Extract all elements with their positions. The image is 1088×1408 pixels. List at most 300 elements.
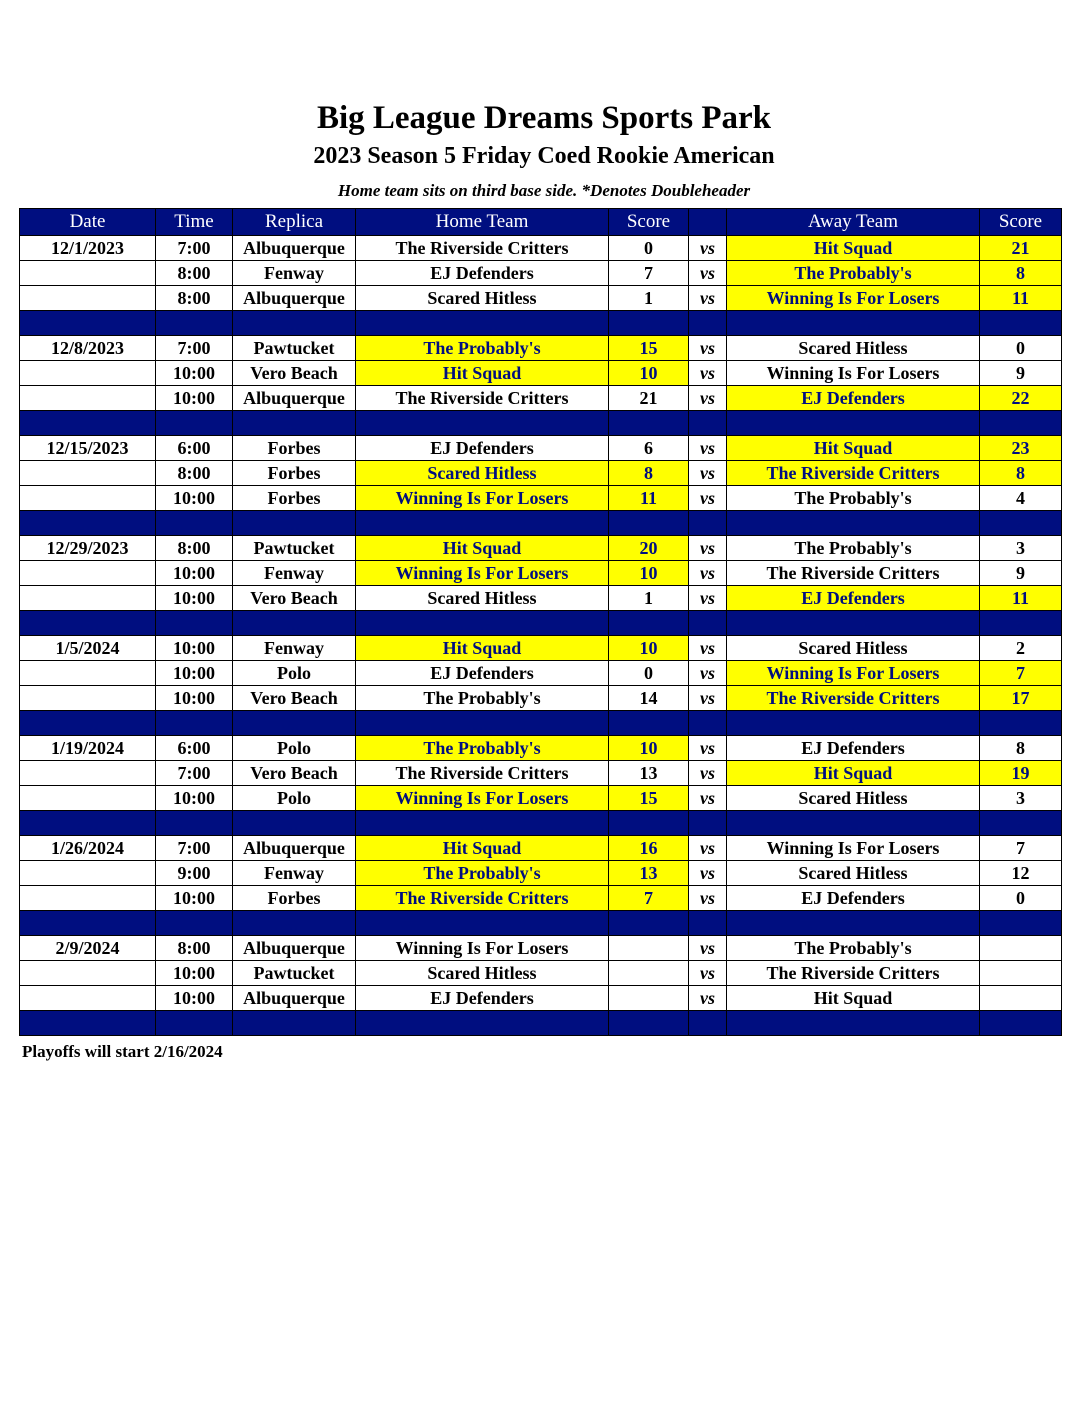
home-score: 7: [609, 886, 689, 911]
vs-label: vs: [689, 286, 727, 311]
away-score: 9: [980, 361, 1062, 386]
game-row: [20, 586, 1062, 611]
separator-cell: [156, 811, 233, 836]
game-time: 7:00: [156, 761, 233, 786]
separator-cell: [156, 411, 233, 436]
game-row: [20, 386, 1062, 411]
home-score: [609, 961, 689, 986]
separator-cell: [20, 811, 156, 836]
away-score: 3: [980, 786, 1062, 811]
separator-cell: [609, 311, 689, 336]
game-time: 9:00: [156, 861, 233, 886]
away-team: Scared Hitless: [727, 786, 980, 811]
game-date: [20, 486, 156, 511]
home-team: Scared Hitless: [356, 586, 609, 611]
separator-cell: [689, 311, 727, 336]
home-score: 16: [609, 836, 689, 861]
away-score: 9: [980, 561, 1062, 586]
home-score: 7: [609, 261, 689, 286]
game-time: 10:00: [156, 586, 233, 611]
vs-label: vs: [689, 361, 727, 386]
game-row: [20, 436, 1062, 461]
away-team: Hit Squad: [727, 761, 980, 786]
home-score: 10: [609, 561, 689, 586]
separator-cell: [233, 611, 356, 636]
away-score: [980, 961, 1062, 986]
page-title: Big League Dreams Sports Park: [316, 100, 772, 136]
game-date: [20, 986, 156, 1011]
game-date: [20, 386, 156, 411]
home-score: 13: [609, 761, 689, 786]
separator-cell: [609, 1011, 689, 1036]
game-row: [20, 886, 1062, 911]
game-date: [20, 886, 156, 911]
separator-cell: [233, 311, 356, 336]
home-team: EJ Defenders: [356, 436, 609, 461]
away-team: The Riverside Critters: [727, 561, 980, 586]
home-score: 6: [609, 436, 689, 461]
week-separator-row: [20, 311, 1062, 336]
away-team: The Riverside Critters: [727, 961, 980, 986]
game-replica-field: Polo: [233, 786, 356, 811]
separator-cell: [689, 611, 727, 636]
away-score: 8: [980, 736, 1062, 761]
separator-cell: [727, 911, 980, 936]
game-row: [20, 261, 1062, 286]
separator-cell: [356, 611, 609, 636]
game-replica-field: Fenway: [233, 636, 356, 661]
home-team: The Riverside Critters: [356, 236, 609, 261]
game-date: [20, 586, 156, 611]
vs-label: vs: [689, 661, 727, 686]
game-row: [20, 361, 1062, 386]
home-team: Scared Hitless: [356, 461, 609, 486]
game-replica-field: Albuquerque: [233, 286, 356, 311]
away-score: 11: [980, 586, 1062, 611]
game-replica-field: Forbes: [233, 886, 356, 911]
away-score: 4: [980, 486, 1062, 511]
separator-cell: [356, 711, 609, 736]
away-score: 22: [980, 386, 1062, 411]
separator-cell: [689, 911, 727, 936]
home-score: 10: [609, 636, 689, 661]
game-row: [20, 561, 1062, 586]
game-time: 10:00: [156, 686, 233, 711]
away-team: Hit Squad: [727, 986, 980, 1011]
game-row: [20, 986, 1062, 1011]
vs-label: vs: [689, 461, 727, 486]
separator-cell: [980, 511, 1062, 536]
week-separator-row: [20, 611, 1062, 636]
separator-cell: [156, 611, 233, 636]
game-replica-field: Forbes: [233, 486, 356, 511]
home-team: EJ Defenders: [356, 986, 609, 1011]
game-time: 10:00: [156, 886, 233, 911]
away-score: 17: [980, 686, 1062, 711]
separator-cell: [727, 511, 980, 536]
schedule-body: [20, 236, 1062, 1036]
column-header-replica: Replica: [233, 209, 356, 236]
home-score: 10: [609, 736, 689, 761]
separator-cell: [233, 911, 356, 936]
game-replica-field: Fenway: [233, 861, 356, 886]
game-date: [20, 786, 156, 811]
column-header-away-team: Away Team: [727, 209, 980, 236]
home-team: Scared Hitless: [356, 286, 609, 311]
away-score: [980, 986, 1062, 1011]
game-time: 6:00: [156, 736, 233, 761]
column-header-time: Time: [156, 209, 233, 236]
separator-cell: [156, 1011, 233, 1036]
game-time: 10:00: [156, 661, 233, 686]
vs-label: vs: [689, 236, 727, 261]
home-team: The Riverside Critters: [356, 886, 609, 911]
game-row: [20, 836, 1062, 861]
separator-cell: [156, 711, 233, 736]
vs-label: vs: [689, 936, 727, 961]
home-team: The Probably's: [356, 861, 609, 886]
home-team: Hit Squad: [356, 836, 609, 861]
game-time: 10:00: [156, 486, 233, 511]
game-time: 10:00: [156, 961, 233, 986]
week-separator-row: [20, 711, 1062, 736]
away-score: 3: [980, 536, 1062, 561]
separator-cell: [727, 711, 980, 736]
home-team: The Probably's: [356, 686, 609, 711]
separator-cell: [609, 911, 689, 936]
away-score: 0: [980, 336, 1062, 361]
home-team: The Probably's: [356, 736, 609, 761]
separator-cell: [727, 1011, 980, 1036]
home-team-note: Home team sits on third base side. *Denotes Doubleheader: [337, 181, 751, 200]
separator-cell: [609, 711, 689, 736]
game-time: 10:00: [156, 386, 233, 411]
away-team: Winning Is For Losers: [727, 361, 980, 386]
separator-cell: [980, 711, 1062, 736]
vs-label: vs: [689, 261, 727, 286]
separator-cell: [20, 711, 156, 736]
separator-cell: [356, 911, 609, 936]
game-time: 8:00: [156, 536, 233, 561]
away-score: 11: [980, 286, 1062, 311]
game-replica-field: Albuquerque: [233, 236, 356, 261]
away-team: Scared Hitless: [727, 636, 980, 661]
away-score: 21: [980, 236, 1062, 261]
separator-cell: [20, 411, 156, 436]
separator-cell: [20, 911, 156, 936]
home-score: 8: [609, 461, 689, 486]
vs-label: vs: [689, 836, 727, 861]
away-score: 23: [980, 436, 1062, 461]
game-date: 12/1/2023: [20, 236, 156, 261]
game-replica-field: Vero Beach: [233, 586, 356, 611]
column-header-home-score: Score: [609, 209, 689, 236]
home-team: Hit Squad: [356, 361, 609, 386]
game-replica-field: Fenway: [233, 561, 356, 586]
away-team: The Probably's: [727, 486, 980, 511]
home-score: 13: [609, 861, 689, 886]
home-team: Winning Is For Losers: [356, 786, 609, 811]
game-row: [20, 636, 1062, 661]
away-team: EJ Defenders: [727, 586, 980, 611]
game-replica-field: Albuquerque: [233, 836, 356, 861]
separator-cell: [156, 511, 233, 536]
home-team: The Riverside Critters: [356, 761, 609, 786]
separator-cell: [20, 1011, 156, 1036]
separator-cell: [233, 811, 356, 836]
away-score: 7: [980, 836, 1062, 861]
game-date: [20, 361, 156, 386]
separator-cell: [233, 511, 356, 536]
home-score: 10: [609, 361, 689, 386]
game-replica-field: Albuquerque: [233, 986, 356, 1011]
separator-cell: [980, 811, 1062, 836]
separator-cell: [689, 411, 727, 436]
away-score: 7: [980, 661, 1062, 686]
home-score: [609, 986, 689, 1011]
game-row: [20, 486, 1062, 511]
game-date: [20, 461, 156, 486]
away-team: Hit Squad: [727, 436, 980, 461]
home-score: 11: [609, 486, 689, 511]
separator-cell: [689, 511, 727, 536]
game-date: 12/15/2023: [20, 436, 156, 461]
home-score: 14: [609, 686, 689, 711]
table-header-row: [20, 209, 1062, 236]
game-date: 1/19/2024: [20, 736, 156, 761]
game-row: [20, 336, 1062, 361]
game-time: 8:00: [156, 936, 233, 961]
home-score: [609, 936, 689, 961]
game-row: [20, 736, 1062, 761]
game-replica-field: Polo: [233, 661, 356, 686]
game-date: 12/8/2023: [20, 336, 156, 361]
away-team: Scared Hitless: [727, 336, 980, 361]
column-header-vs: [689, 209, 727, 236]
game-replica-field: Vero Beach: [233, 361, 356, 386]
game-row: [20, 861, 1062, 886]
separator-cell: [609, 411, 689, 436]
vs-label: vs: [689, 761, 727, 786]
game-time: 10:00: [156, 361, 233, 386]
home-score: 0: [609, 236, 689, 261]
home-score: 20: [609, 536, 689, 561]
separator-cell: [609, 511, 689, 536]
separator-cell: [727, 811, 980, 836]
game-date: 2/9/2024: [20, 936, 156, 961]
separator-cell: [980, 411, 1062, 436]
game-row: [20, 961, 1062, 986]
home-score: 0: [609, 661, 689, 686]
game-date: [20, 861, 156, 886]
separator-cell: [980, 611, 1062, 636]
game-date: [20, 561, 156, 586]
game-row: [20, 686, 1062, 711]
game-row: [20, 286, 1062, 311]
home-score: 15: [609, 336, 689, 361]
away-team: Winning Is For Losers: [727, 836, 980, 861]
game-replica-field: Forbes: [233, 436, 356, 461]
vs-label: vs: [689, 736, 727, 761]
game-time: 7:00: [156, 236, 233, 261]
separator-cell: [689, 711, 727, 736]
separator-cell: [980, 311, 1062, 336]
separator-cell: [609, 611, 689, 636]
game-time: 10:00: [156, 636, 233, 661]
schedule-table: [19, 208, 1062, 1036]
separator-cell: [356, 1011, 609, 1036]
home-team: Scared Hitless: [356, 961, 609, 986]
home-score: 1: [609, 286, 689, 311]
home-score: 15: [609, 786, 689, 811]
away-score: 8: [980, 461, 1062, 486]
game-replica-field: Albuquerque: [233, 386, 356, 411]
game-row: [20, 461, 1062, 486]
vs-label: vs: [689, 536, 727, 561]
game-date: [20, 686, 156, 711]
separator-cell: [727, 311, 980, 336]
game-replica-field: Vero Beach: [233, 686, 356, 711]
game-time: 10:00: [156, 986, 233, 1011]
playoffs-note: Playoffs will start 2/16/2024: [22, 1042, 223, 1061]
away-team: Winning Is For Losers: [727, 286, 980, 311]
week-separator-row: [20, 911, 1062, 936]
game-time: 8:00: [156, 261, 233, 286]
separator-cell: [689, 811, 727, 836]
away-score: [980, 936, 1062, 961]
game-row: [20, 661, 1062, 686]
game-date: [20, 961, 156, 986]
game-replica-field: Forbes: [233, 461, 356, 486]
vs-label: vs: [689, 586, 727, 611]
separator-cell: [20, 311, 156, 336]
away-score: 8: [980, 261, 1062, 286]
separator-cell: [727, 611, 980, 636]
vs-label: vs: [689, 786, 727, 811]
week-separator-row: [20, 511, 1062, 536]
separator-cell: [980, 911, 1062, 936]
game-row: [20, 936, 1062, 961]
column-header-away-score: Score: [980, 209, 1062, 236]
separator-cell: [20, 611, 156, 636]
separator-cell: [980, 1011, 1062, 1036]
game-replica-field: Pawtucket: [233, 336, 356, 361]
vs-label: vs: [689, 386, 727, 411]
column-header-date: Date: [20, 209, 156, 236]
week-separator-row: [20, 811, 1062, 836]
separator-cell: [233, 1011, 356, 1036]
home-team: Winning Is For Losers: [356, 561, 609, 586]
away-score: 19: [980, 761, 1062, 786]
vs-label: vs: [689, 436, 727, 461]
away-team: The Riverside Critters: [727, 686, 980, 711]
game-date: [20, 286, 156, 311]
vs-label: vs: [689, 486, 727, 511]
game-row: [20, 536, 1062, 561]
away-team: The Probably's: [727, 261, 980, 286]
vs-label: vs: [689, 861, 727, 886]
week-separator-row: [20, 411, 1062, 436]
game-row: [20, 786, 1062, 811]
column-header-home-team: Home Team: [356, 209, 609, 236]
game-time: 8:00: [156, 461, 233, 486]
vs-label: vs: [689, 961, 727, 986]
home-team: Winning Is For Losers: [356, 936, 609, 961]
separator-cell: [233, 411, 356, 436]
away-team: The Riverside Critters: [727, 461, 980, 486]
game-replica-field: Fenway: [233, 261, 356, 286]
game-time: 10:00: [156, 786, 233, 811]
separator-cell: [20, 511, 156, 536]
away-team: EJ Defenders: [727, 386, 980, 411]
home-team: Hit Squad: [356, 536, 609, 561]
separator-cell: [156, 311, 233, 336]
game-time: 7:00: [156, 836, 233, 861]
vs-label: vs: [689, 686, 727, 711]
game-time: 8:00: [156, 286, 233, 311]
away-team: The Probably's: [727, 936, 980, 961]
away-team: EJ Defenders: [727, 736, 980, 761]
game-date: [20, 761, 156, 786]
home-team: EJ Defenders: [356, 261, 609, 286]
separator-cell: [356, 811, 609, 836]
season-subtitle: 2023 Season 5 Friday Coed Rookie American: [313, 143, 775, 169]
game-date: 1/26/2024: [20, 836, 156, 861]
home-score: 21: [609, 386, 689, 411]
vs-label: vs: [689, 886, 727, 911]
game-replica-field: Pawtucket: [233, 961, 356, 986]
vs-label: vs: [689, 561, 727, 586]
home-team: The Probably's: [356, 336, 609, 361]
game-replica-field: Vero Beach: [233, 761, 356, 786]
game-time: 10:00: [156, 561, 233, 586]
separator-cell: [356, 411, 609, 436]
home-team: EJ Defenders: [356, 661, 609, 686]
game-replica-field: Pawtucket: [233, 536, 356, 561]
game-time: 7:00: [156, 336, 233, 361]
away-team: Hit Squad: [727, 236, 980, 261]
game-date: 1/5/2024: [20, 636, 156, 661]
game-replica-field: Albuquerque: [233, 936, 356, 961]
away-score: 2: [980, 636, 1062, 661]
game-date: 12/29/2023: [20, 536, 156, 561]
separator-cell: [689, 1011, 727, 1036]
separator-cell: [233, 711, 356, 736]
game-row: [20, 761, 1062, 786]
separator-cell: [156, 911, 233, 936]
away-score: 12: [980, 861, 1062, 886]
away-team: Winning Is For Losers: [727, 661, 980, 686]
away-score: 0: [980, 886, 1062, 911]
separator-cell: [356, 311, 609, 336]
game-replica-field: Polo: [233, 736, 356, 761]
separator-cell: [356, 511, 609, 536]
vs-label: vs: [689, 636, 727, 661]
away-team: The Probably's: [727, 536, 980, 561]
game-date: [20, 261, 156, 286]
game-date: [20, 661, 156, 686]
game-row: [20, 236, 1062, 261]
game-time: 6:00: [156, 436, 233, 461]
week-separator-row: [20, 1011, 1062, 1036]
home-score: 1: [609, 586, 689, 611]
vs-label: vs: [689, 336, 727, 361]
home-team: The Riverside Critters: [356, 386, 609, 411]
separator-cell: [609, 811, 689, 836]
vs-label: vs: [689, 986, 727, 1011]
home-team: Hit Squad: [356, 636, 609, 661]
away-team: EJ Defenders: [727, 886, 980, 911]
